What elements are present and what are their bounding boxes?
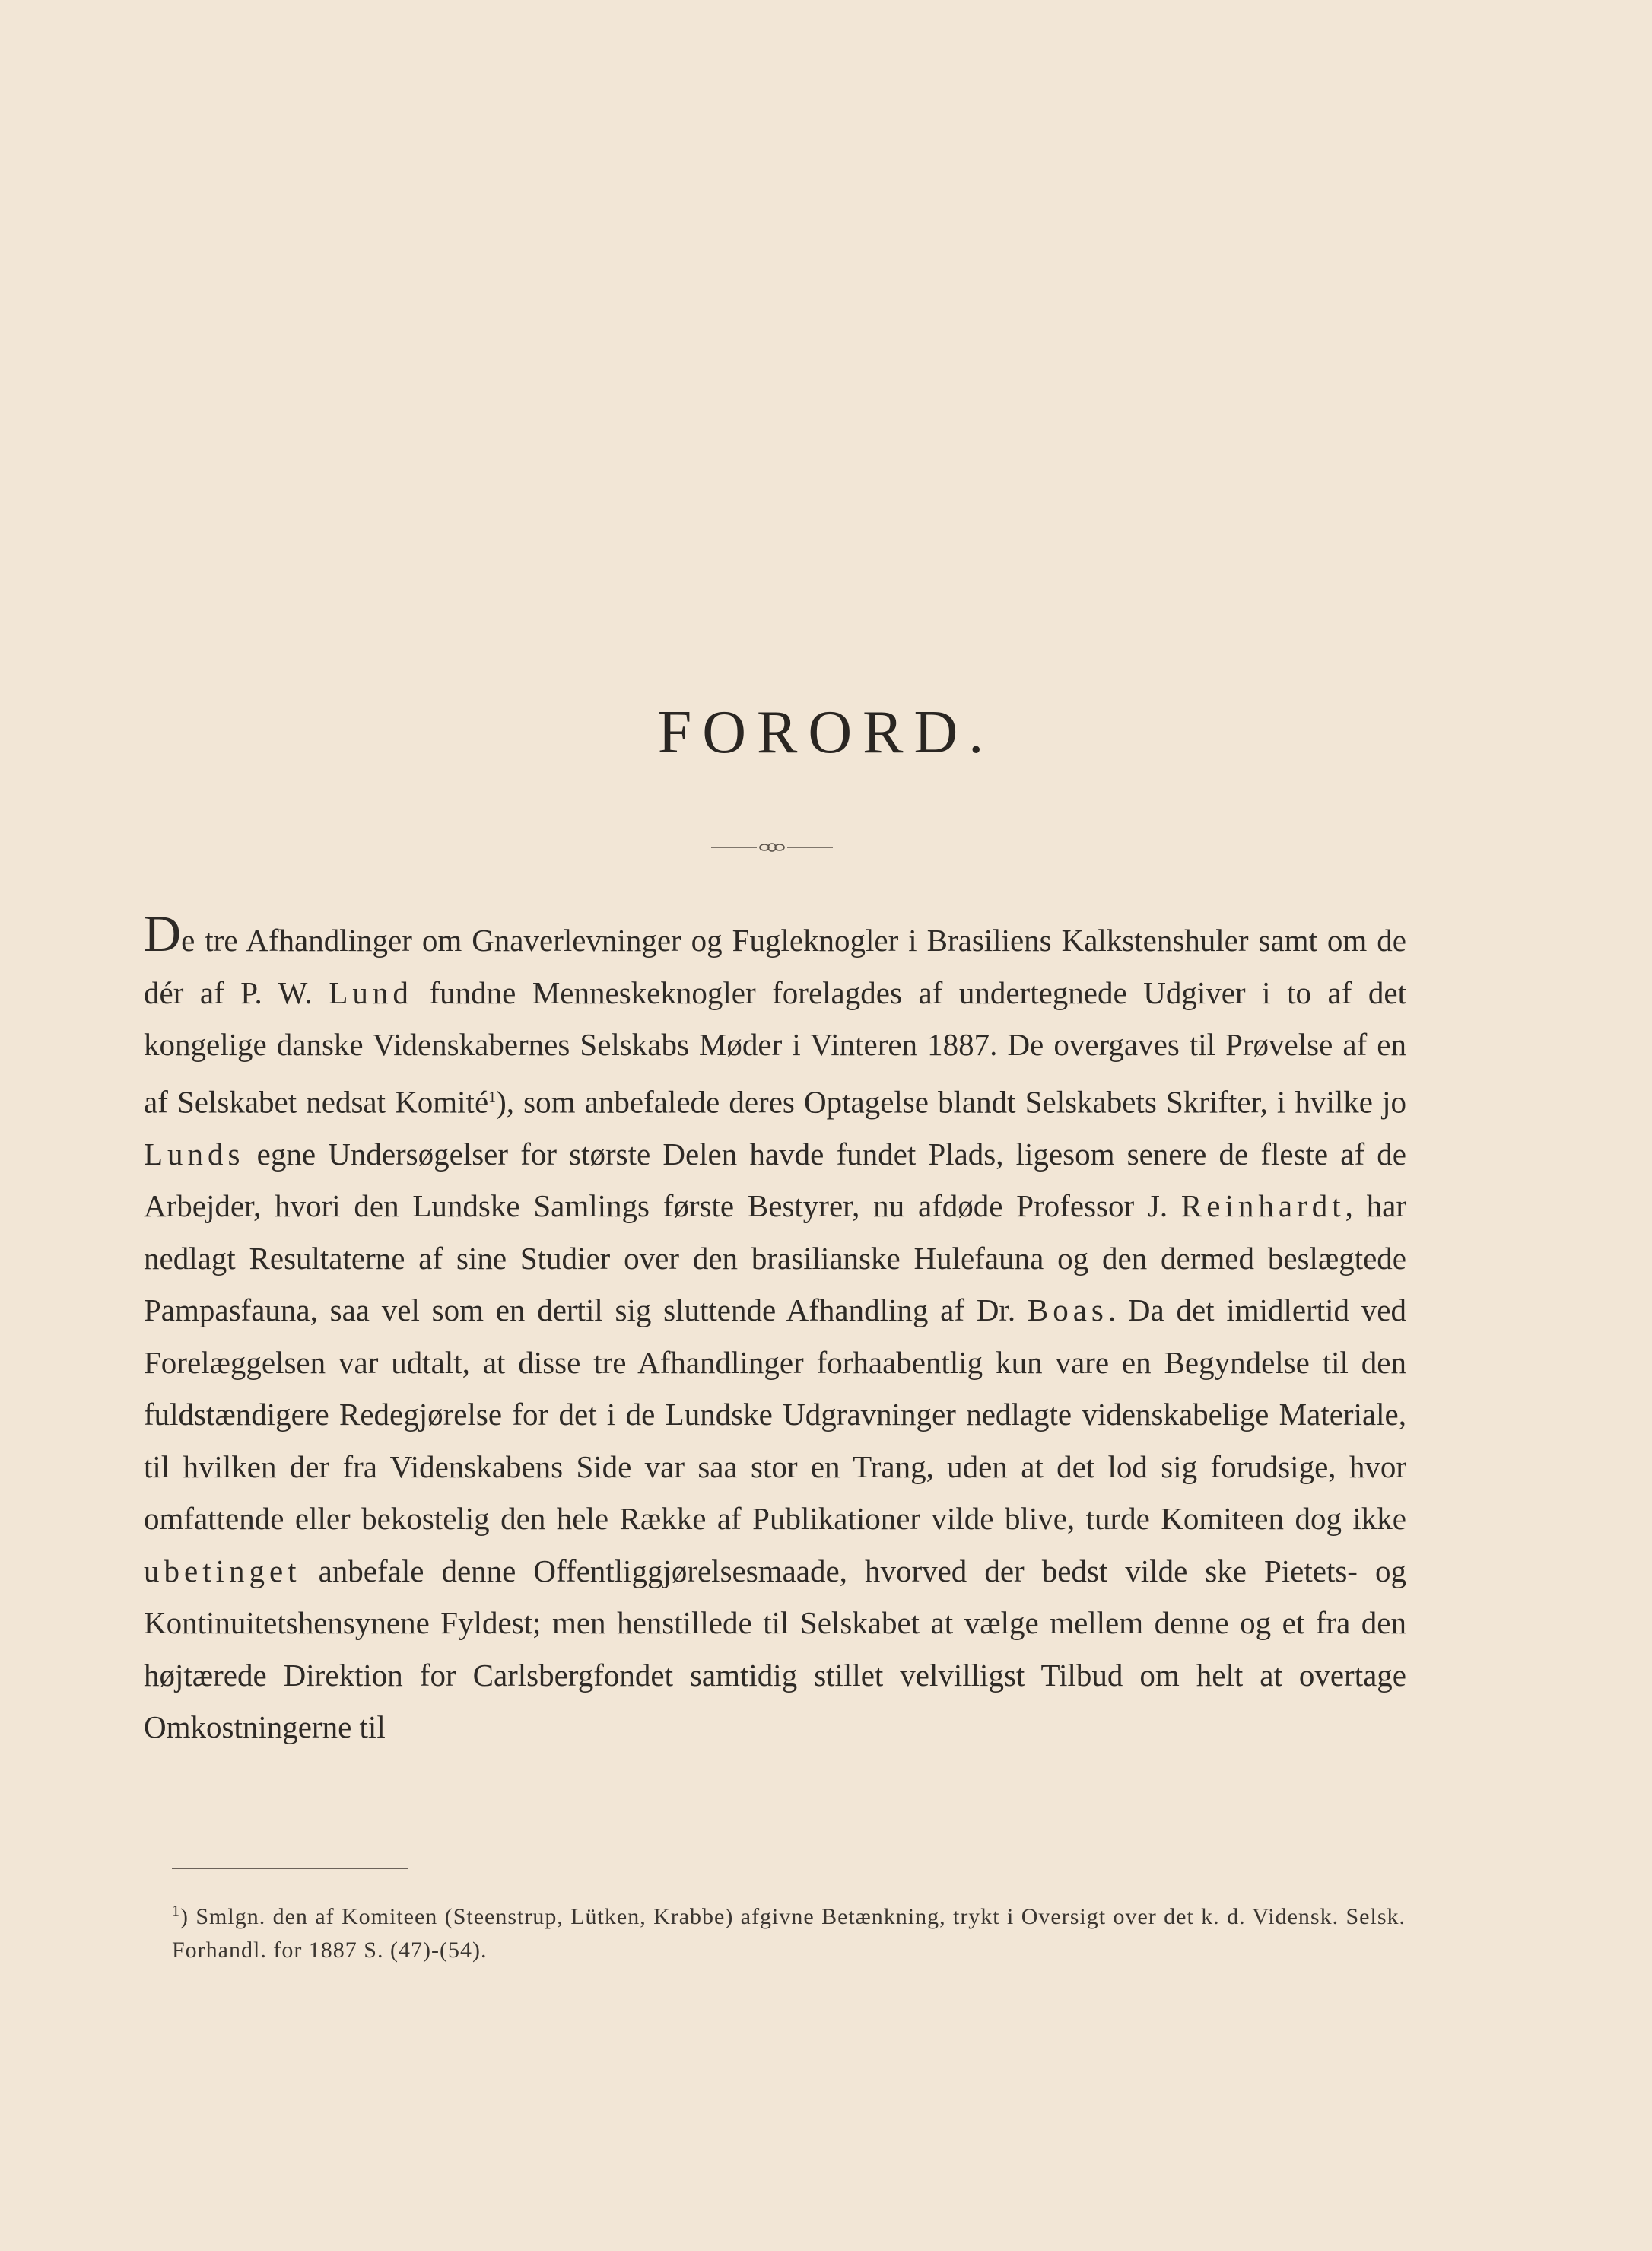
text-segment: egne Undersøgelser for største Delen havde fundet Plads, ligesom senere de fleste af de Arbejder, hvori den Lundske Samlings første Bestyrer, nu afdøde Professor J. [144,1136,1406,1224]
drop-cap: D [144,905,182,962]
text-segment: . Da det imidlertid ved Forelæggelsen var udtalt, at disse tre Afhandlinger forhaabentlig kun vare en Begyndelse til den fuldstændigere Redegjørelse for det i de Lundske Udgravninger nedlagte videnskabelige Materiale, til hvilken der fra Videnskabens Side var saa stor en Trang, uden at det lod sig forudsige, hvor omfattende eller bekostelig den hele Række af Publikationer vilde blive, turde Komiteen dog ikke [144,1292,1406,1537]
footnote-divider [172,1868,408,1869]
footnote [172,1894,1406,1967]
name-lunds: Lunds [144,1136,245,1172]
text-segment: anbefale denne Offentliggjørelsesmaade, hvorved der bedst vilde ske Pietets- og Kontinuitetshensynene Fyldest; men henstillede til Selskabet at vælge mellem denne og et fra den højtærede Direktion for Carlsbergfondet samtidig stillet velvilligst Tilbud om helt at overtage Omkostningerne til [144,1553,1406,1745]
page-title: FORORD. [657,699,995,766]
text-segment: fundne Menneskeknogler forelagdes af undertegnede Udgiver i to af det kongelige danske Videnskabernes Selskabs Møder i Vinteren 1887. De overgaves til Prøvelse af en af Selskabet nedsat Komité [144,974,1407,1120]
footnote-text: ) Smlgn. den af Komiteen (Steenstrup, Lütken, Krabbe) afgivne Betænkning, trykt i Oversigt over det k. d. Vidensk. Selsk. Forhandl. for 1887 S. (47)-(54). [172,1904,1406,1963]
name-reinhardt: Reinhardt [1180,1188,1345,1224]
text-segment: , har nedlagt Resultaterne af sine Studier over den brasilianske Hulefauna og den dermed beslægtede Pampasfauna, saa vel som en dertil sig sluttende Afhandling af Dr. [144,1188,1406,1328]
emphasis-ubetinget: ubetinget [144,1553,301,1588]
ornament-divider [711,838,833,857]
text-segment: ), som anbefalede deres Optagelse blandt Selskabets Skrifter, i hvilke jo [496,1084,1406,1120]
main-paragraph [144,905,1407,1753]
name-boas: Boas [1027,1292,1108,1328]
footnote-mark: 1 [172,1903,180,1919]
name-lund: Lund [329,974,413,1010]
text-segment: e tre Afhandlinger om Gnaverlevninger og Fugleknogler i Brasiliens Kalkstenshuler samt om de dér af P. W. [144,923,1406,1010]
footnote-reference: 1 [488,1088,497,1105]
